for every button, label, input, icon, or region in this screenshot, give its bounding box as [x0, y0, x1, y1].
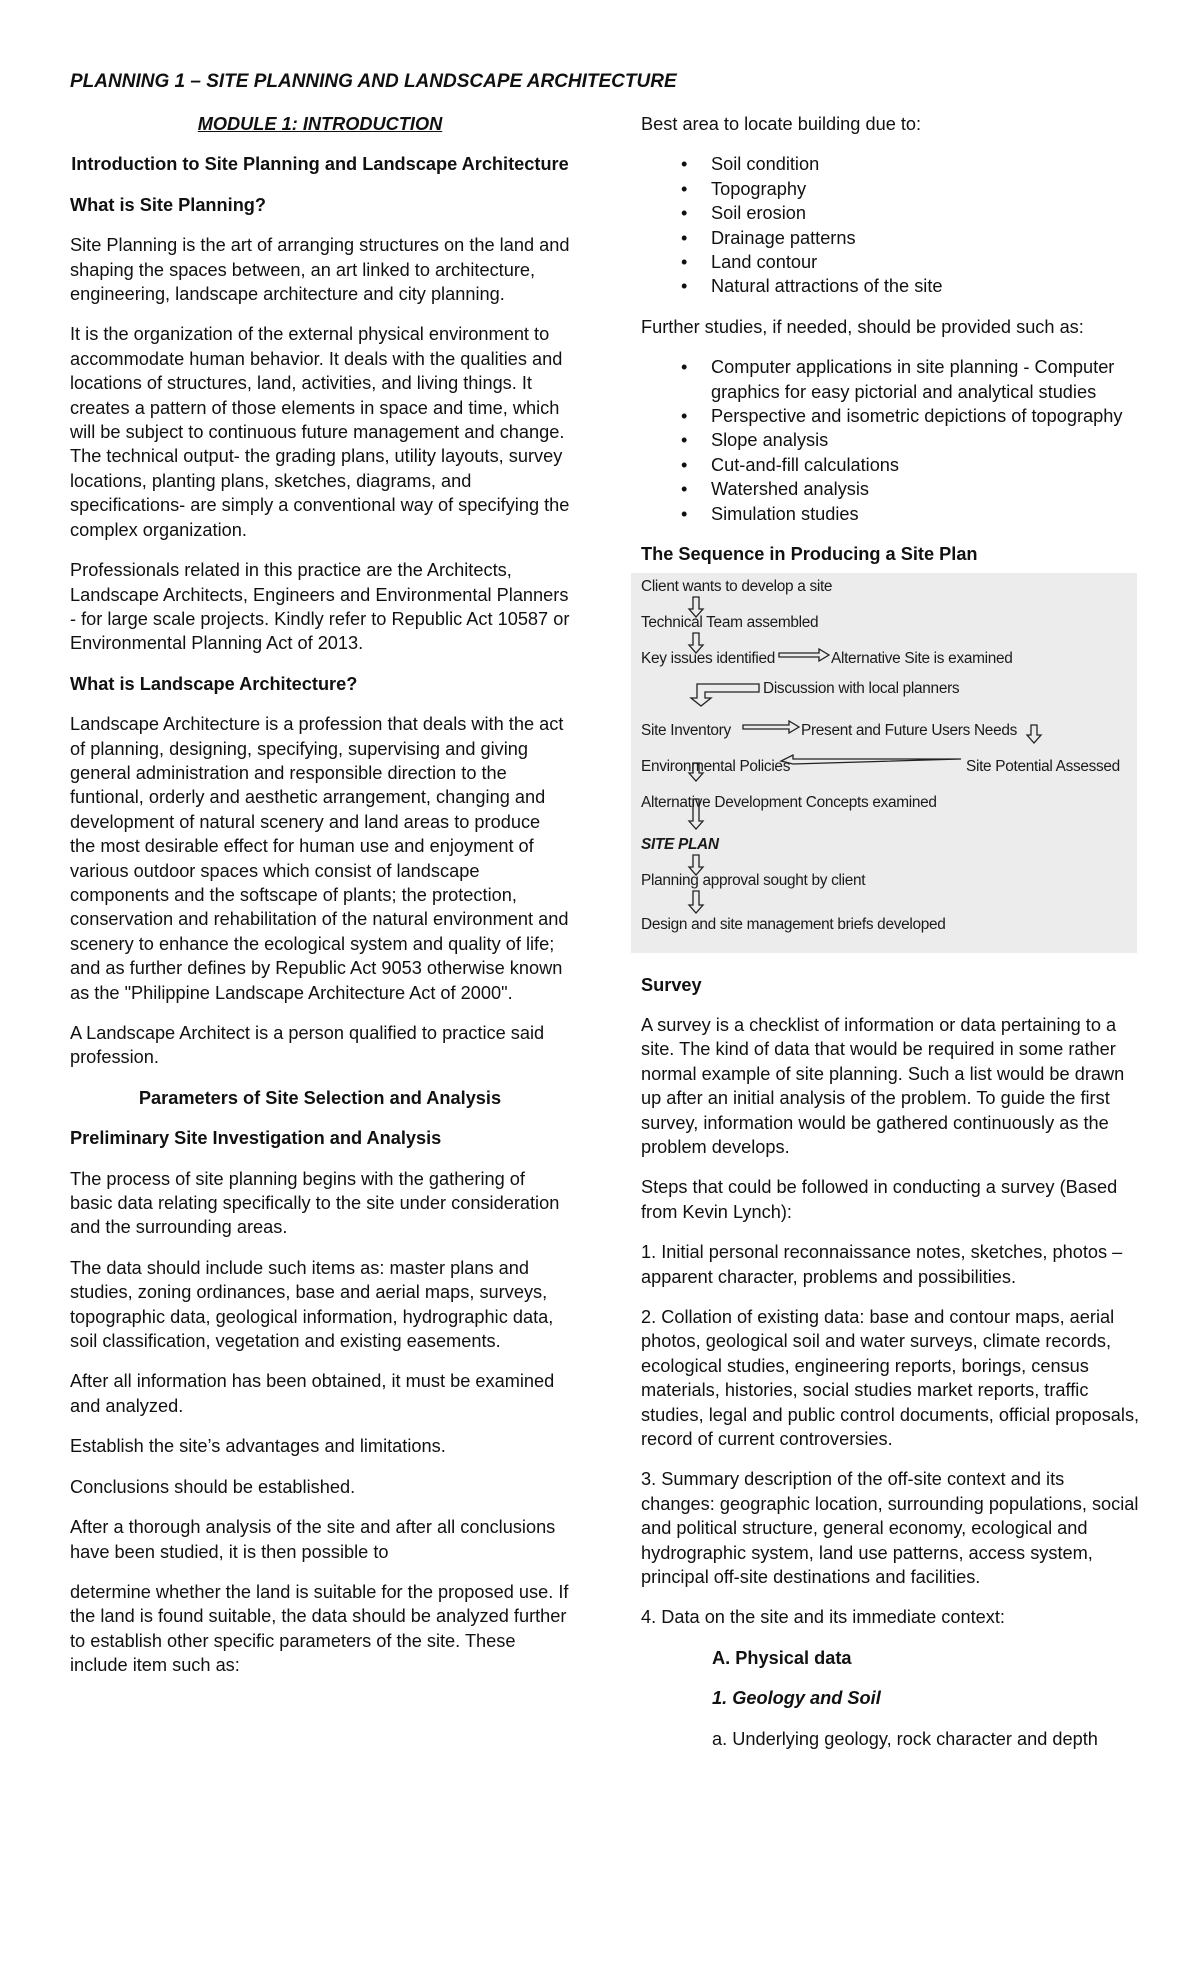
- list-item: • Cut-and-fill calculations: [681, 453, 1141, 477]
- heading-site-planning: What is Site Planning?: [70, 194, 267, 215]
- paragraph: determine whether the land is suitable for the proposed use. If the land is found suitable, the data should be analyzed further to establish other specific parameters of the site. These include item such as:: [70, 1581, 569, 1676]
- diagram-potential: Site Potential Assessed: [966, 757, 1120, 775]
- paragraph: It is the organization of the external physical environment to accommodate human behavior. It deals with the qualities and locations of structures, land, activities, and living things. It creates a pattern of those elements in space and time, which will be subject to continuous future management and change. The technical output- the grading plans, utility layouts, survey locations, planting plans, sketches, diagrams, and specifications- are simply a conventional way of specifying the complex organization.: [70, 324, 570, 540]
- down-arrow: [689, 891, 703, 913]
- paragraph: Conclusions should be established.: [70, 1476, 356, 1497]
- list-item: • Simulation studies: [681, 502, 1141, 526]
- list-item: • Computer applications in site planning - Computer graphics for easy pictorial and analytical studies: [681, 355, 1141, 404]
- right-arrow: [743, 721, 799, 733]
- survey-step: 2. Collation of existing data: base and contour maps, aerial photos, geological soil and water surveys, climate records, ecological studies, engineering reports, borings, census materials, histories, social studies market reports, traffic studies, legal and public control documents, official proposals, record of current controversies.: [641, 1306, 1140, 1449]
- paragraph: After all information has been obtained, it must be examined and analyzed.: [70, 1371, 555, 1416]
- list-item: • Watershed analysis: [681, 477, 1141, 501]
- diagram-site-plan: SITE PLAN: [641, 835, 719, 853]
- intro-title: Introduction to Site Planning and Landscape Architecture: [71, 154, 569, 175]
- best-area-list: [641, 152, 1141, 298]
- heading-landscape-architecture: What is Landscape Architecture?: [70, 673, 358, 694]
- survey-step: 3. Summary description of the off-site context and its changes: geographic location, surrounding populations, social and political structure, general economy, ecological and hydrographic system, land use patterns, access system, principal off-site destinations and facilities.: [641, 1469, 1139, 1588]
- further-intro: Further studies, if needed, should be provided such as:: [641, 316, 1084, 337]
- heading-sequence: The Sequence in Producing a Site Plan: [641, 544, 978, 565]
- diagram-users: Present and Future Users Needs: [801, 721, 1017, 739]
- diagram-team: Technical Team assembled: [641, 613, 819, 631]
- diagram-env: Environmental Policies: [641, 757, 791, 775]
- paragraph: A survey is a checklist of information or data pertaining to a site. The kind of data that would be required in some rather normal example of site planning. Such a list would be drawn up after an initial analysis of the problem. To guide the first survey, information would be gathered continuously as the problem develops.: [641, 1014, 1125, 1157]
- page-header: PLANNING 1 – SITE PLANNING AND LANDSCAPE ARCHITECTURE: [70, 71, 677, 92]
- paragraph: Site Planning is the art of arranging structures on the land and shaping the spaces between, an art linked to architecture, engineering, landscape architecture and city planning.: [70, 235, 570, 305]
- diagram-design: Design and site management briefs developed: [641, 915, 946, 933]
- list-item: • Soil condition: [681, 152, 1141, 176]
- diagram-alternative-site: Alternative Site is examined: [831, 649, 1013, 667]
- paragraph: The process of site planning begins with the gathering of basic data relating specifically to the site under consideration and the surrounding areas.: [70, 1168, 560, 1238]
- sub-item: a. Underlying geology, rock character and depth: [712, 1728, 1098, 1749]
- heading-physical-data: A. Physical data: [712, 1647, 852, 1668]
- list-item: • Drainage patterns: [681, 226, 1141, 250]
- heading-survey: Survey: [641, 974, 702, 995]
- list-item: • Land contour: [681, 250, 1141, 274]
- paragraph: After a thorough analysis of the site and after all conclusions have been studied, it is then possible to: [70, 1517, 556, 1562]
- paragraph: Steps that could be followed in conducting a survey (Based from Kevin Lynch):: [641, 1177, 1118, 1222]
- paragraph: Professionals related in this practice are the Architects, Landscape Architects, Engineers and Environmental Planners - for large scale projects. Kindly refer to Republic Act 10587 or Environmental Planning Act of 2013.: [70, 560, 570, 654]
- paragraph: A Landscape Architect is a person qualified to practice said profession.: [70, 1023, 545, 1068]
- list-item: • Topography: [681, 177, 1141, 201]
- heading-parameters: Parameters of Site Selection and Analysis: [138, 1087, 502, 1108]
- list-item: • Natural attractions of the site: [681, 274, 1141, 298]
- best-area-intro: Best area to locate building due to:: [641, 114, 922, 134]
- diagram-client: Client wants to develop a site: [641, 577, 833, 595]
- further-list: [641, 355, 1141, 526]
- paragraph: Establish the site’s advantages and limitations.: [70, 1436, 446, 1457]
- list-item: • Perspective and isometric depictions of topography: [681, 404, 1141, 428]
- left-column: [70, 112, 570, 1694]
- module-title: MODULE 1: INTRODUCTION: [197, 114, 443, 134]
- diagram-inventory: Site Inventory: [641, 721, 731, 739]
- down-arrow: [1027, 725, 1041, 743]
- site-plan-sequence-diagram: [631, 573, 1137, 953]
- heading-preliminary: Preliminary Site Investigation and Analysis: [70, 1128, 442, 1149]
- diagram-discussion: Discussion with local planners: [763, 679, 960, 697]
- diagram-approval: Planning approval sought by client: [641, 871, 866, 889]
- list-item: • Slope analysis: [681, 428, 1141, 452]
- heading-geology: 1. Geology and Soil: [712, 1688, 881, 1709]
- left-arrow: [781, 755, 961, 764]
- list-item: • Soil erosion: [681, 201, 1141, 225]
- diagram-issues: Key issues identified: [641, 649, 776, 667]
- right-arrow: [779, 649, 829, 661]
- paragraph: The data should include such items as: master plans and studies, zoning ordinances, base and aerial maps, surveys, topographic data, geological information, hydrographic data, soil classification, vegetation and existing easements.: [70, 1257, 554, 1352]
- diagram-alt-dev: Alternative Development Concepts examined: [641, 793, 937, 811]
- elbow-arrow: [691, 684, 759, 706]
- right-column: [641, 112, 1141, 1767]
- survey-step: 4. Data on the site and its immediate context:: [641, 1607, 1005, 1628]
- survey-step: 1. Initial personal reconnaissance notes, sketches, photos – apparent character, problems and possibilities.: [641, 1242, 1123, 1287]
- paragraph: Landscape Architecture is a profession that deals with the act of planning, designing, specifying, supervising and giving general administration and responsible direction to the funtional, orderly and aesthetic arrangement, changing and development of natural scenery and land areas to produce the most desirable effect for human use and enjoyment of various outdoor spaces which consist of landscape components and the softscape of plants; the protection, conservation and rehabilitation of the natural environment and scenery to enhance the ecological system and quality of life; and as further defines by Republic Act 9053 otherwise known as the "Philippine Landscape Architecture Act of 2000".: [70, 714, 569, 1003]
